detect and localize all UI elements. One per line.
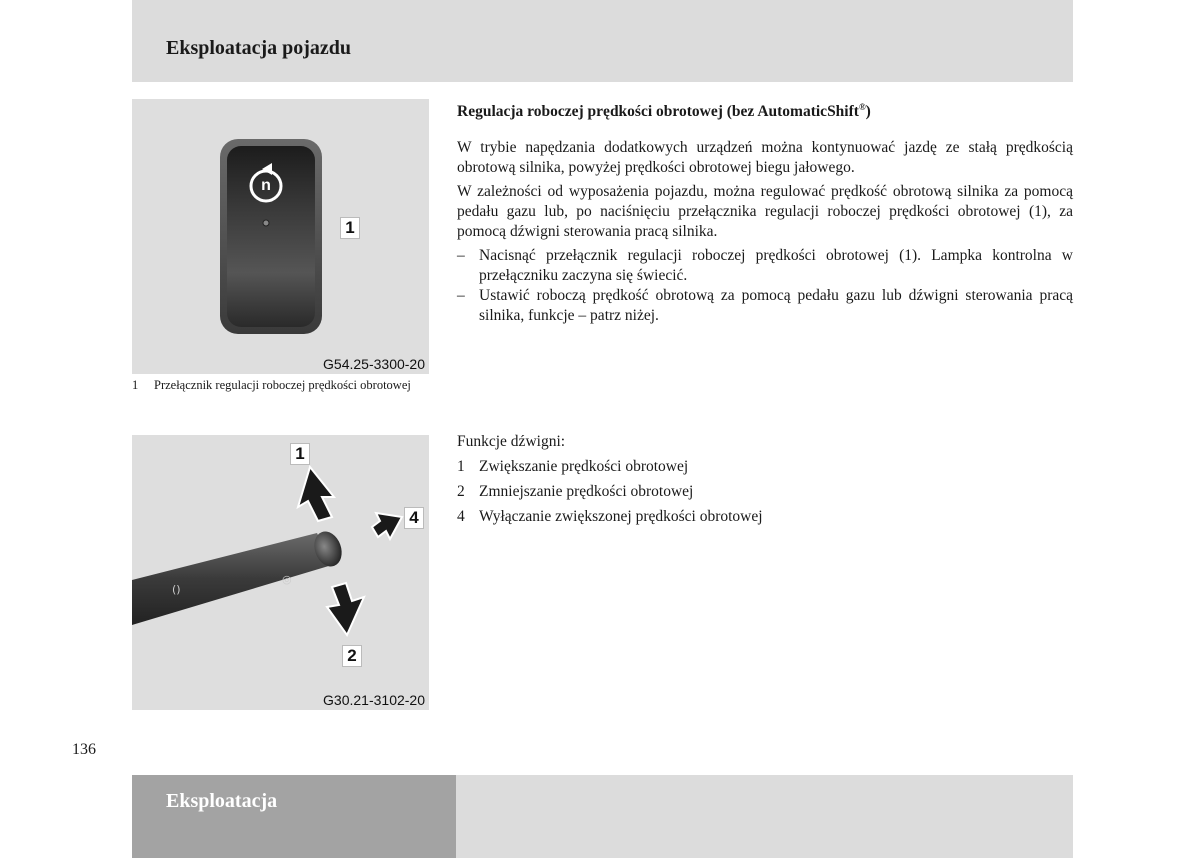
function-item: 2 Zmniejszanie prędkości obrotowej: [457, 483, 694, 500]
page-header-title: Eksploatacja pojazdu: [166, 37, 352, 59]
lever-illustration: [132, 435, 429, 710]
footer-band: [456, 775, 1073, 858]
figure-lever: [132, 435, 429, 710]
instruction-item: – Ustawić roboczą prędkość obrotową za pomocą pedału gazu lub dźwigni sterowania pracą silnika, funkcje – patrz niżej.: [457, 287, 1073, 324]
functions-list: [457, 457, 1073, 532]
paragraph-1: W trybie napędzania dodatkowych urządzeń można kontynuować jazdę ze stałą prędkością obrotową silnika, powyżej prędkości obrotowej biegu jałowego.: [457, 139, 1073, 176]
switch-symbol: n: [261, 177, 271, 194]
function-item: 1 Zwiększanie prędkości obrotowej: [457, 458, 689, 475]
caption-number: 1: [132, 378, 139, 392]
figure-code: G54.25-3300-20: [323, 356, 425, 372]
callout-1: 1: [340, 217, 360, 239]
caption-text: Przełącznik regulacji roboczej prędkości obrotowej: [154, 378, 411, 392]
switch-illustration: [132, 99, 429, 374]
arrow-down-icon: [327, 583, 364, 635]
svg-text:(): (): [172, 583, 181, 596]
header-band: [132, 0, 1073, 82]
footer-section-tab: [132, 775, 456, 858]
section-title: Regulacja roboczej prędkości obrotowej (bez AutomaticShift®): [457, 102, 871, 121]
instruction-list: [457, 246, 1073, 326]
arrow-right-icon: [372, 513, 402, 539]
function-item: 4 Wyłączanie zwiększonej prędkości obrotowej: [457, 508, 763, 525]
page-number: 136: [72, 741, 96, 758]
callout-2: 2: [342, 645, 362, 667]
arrow-up-icon: [298, 467, 334, 521]
callout-1: 1: [290, 443, 310, 465]
instruction-item: – Nacisnąć przełącznik regulacji roboczej prędkości obrotowej (1). Lampka kontrolna w przełączniku zaczyna się świecić.: [457, 247, 1073, 284]
paragraph-2: W zależności od wyposażenia pojazdu, można regulować prędkość obrotową silnika za pomocą pedału gazu lub, po naciśnięciu przełącznika regulacji roboczej prędkości obrotowej (1), za pomocą dźwigni sterowania pracą silnika.: [457, 183, 1073, 240]
figure-switch: [132, 99, 429, 374]
figure-caption: [132, 377, 432, 393]
callout-4: 4: [404, 507, 424, 529]
footer-title: Eksploatacja: [166, 790, 278, 812]
svg-text:◎: ◎: [282, 573, 292, 586]
figure-code: G30.21-3102-20: [323, 692, 425, 708]
functions-title: Funkcje dźwigni:: [457, 433, 566, 450]
